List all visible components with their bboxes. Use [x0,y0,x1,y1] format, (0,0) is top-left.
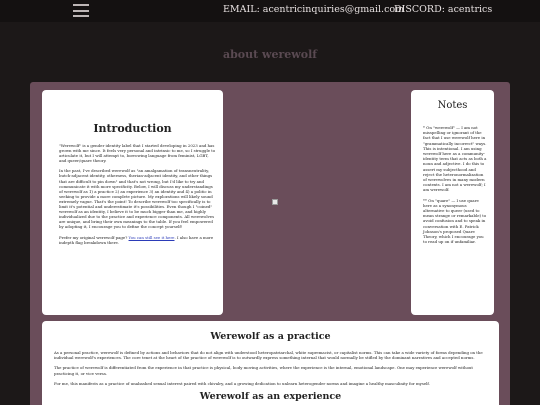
broken-image-icon [272,199,278,205]
original-page-link[interactable]: You can still see it here [128,234,175,240]
intro-p3-before: Prefer my original werewolf page? [59,234,129,240]
intro-paragraph-2: In the past, I've described werewolf as "an amalgamation of transneutrality, butch-adjacent identity, otherness, therian-adjacent identity, and other things that are difficult to pin down" and that's not wrong, but I'd like to try and communicate it with more specificity. Below, I will discuss my understandings of werewolf as 1) a practice 2) an experience 3) an identity and 4) a politic in seeking to provide a more complete picture. My explorations will likely sound extremely vague. That's the point! To describe werewolf too specifically is to limit it's potential and underestimate it's possibilities. Even though I "coined" werewolf as an identity, I believe it to be much bigger than me, and highly individualized due to the practice and experience components. All werewolves are unique, and bring their own meanings to the table. If you feel empowered by adopting it, I encourage you to define the concept yourself! [59,168,215,230]
experience-title: Werewolf as an experience [199,391,342,403]
practice-paragraph-2: The practice of werewolf is differentiated from the experience in that practice is physical, body moving activities, where the experience is the internal, emotional landscape. One may experience werewolf without practicing it, or vice versa. [54,365,473,376]
contact-discord: DISCORD: acentrics [394,4,493,15]
intro-p3-after: . I also have a more indepth flag breakdown there. [59,234,214,245]
practice-paragraph-1: As a personal practice, werewolf is defined by actions and behaviors that do not align with understood heteropatriarchal, white supremacist, or capitalist norms. This can take a wide variety of forms depending on the individual werewolf's experiences. The core tenet at the heart of the practice of werewolf is to outwardly express something internal that would normally be stifled by the dominant narratives and accepted norms. [54,350,483,361]
practice-card [42,321,499,405]
hamburger-menu-icon[interactable] [73,4,89,17]
introduction-card [42,90,223,315]
intro-paragraph-3 [59,235,217,245]
notes-card [411,90,494,315]
notes-title: Notes [437,100,468,111]
practice-title: Werewolf as a practice [210,331,331,342]
note-werewolf: * On "werewolf" — I am not misspelling or ignorant of the fact that I use werewolf here in "grammatically incorrect" ways. This is intentional. I am using werewolf here as a community-identity term that acts as both a noun and adjective. I do this to assert my subjecthood and reject the heteronormalization of werewolves in many modern contexts. I am not a werewolf; I am werewolf. [423,125,487,193]
page-title: about werewolf [222,48,318,61]
contact-email: EMAIL: acentricinquiries@gmail.com [223,4,405,15]
practice-paragraph-3: For me, this manifests as a practice of unabashed sexual interest paired with chivalry, and a growing dedication to unlearn heterogender norms and imagine a healthy masculinity for myself. [54,380,430,386]
intro-paragraph-1: "Werewolf" is a gender identity label that I started developing in 2023 and has grown with me since. It feels very personal and intrinsic to me, so I struggle to articulate it, but I will attempt to, borrowing language from feminist, LGBT, and queer/quare theory. [59,143,216,164]
introduction-title: Introduction [93,122,172,135]
note-quare: ** On "quare" — I use quare here as a synonymous alternative to queer (used to mean strange or remarkable) to avoid confusion and to speak in conversation with E. Patrick Johnson's proposed Quare Theory, which I encourage you to read up on if unfamiliar. [423,197,487,245]
top-bar [0,0,540,22]
